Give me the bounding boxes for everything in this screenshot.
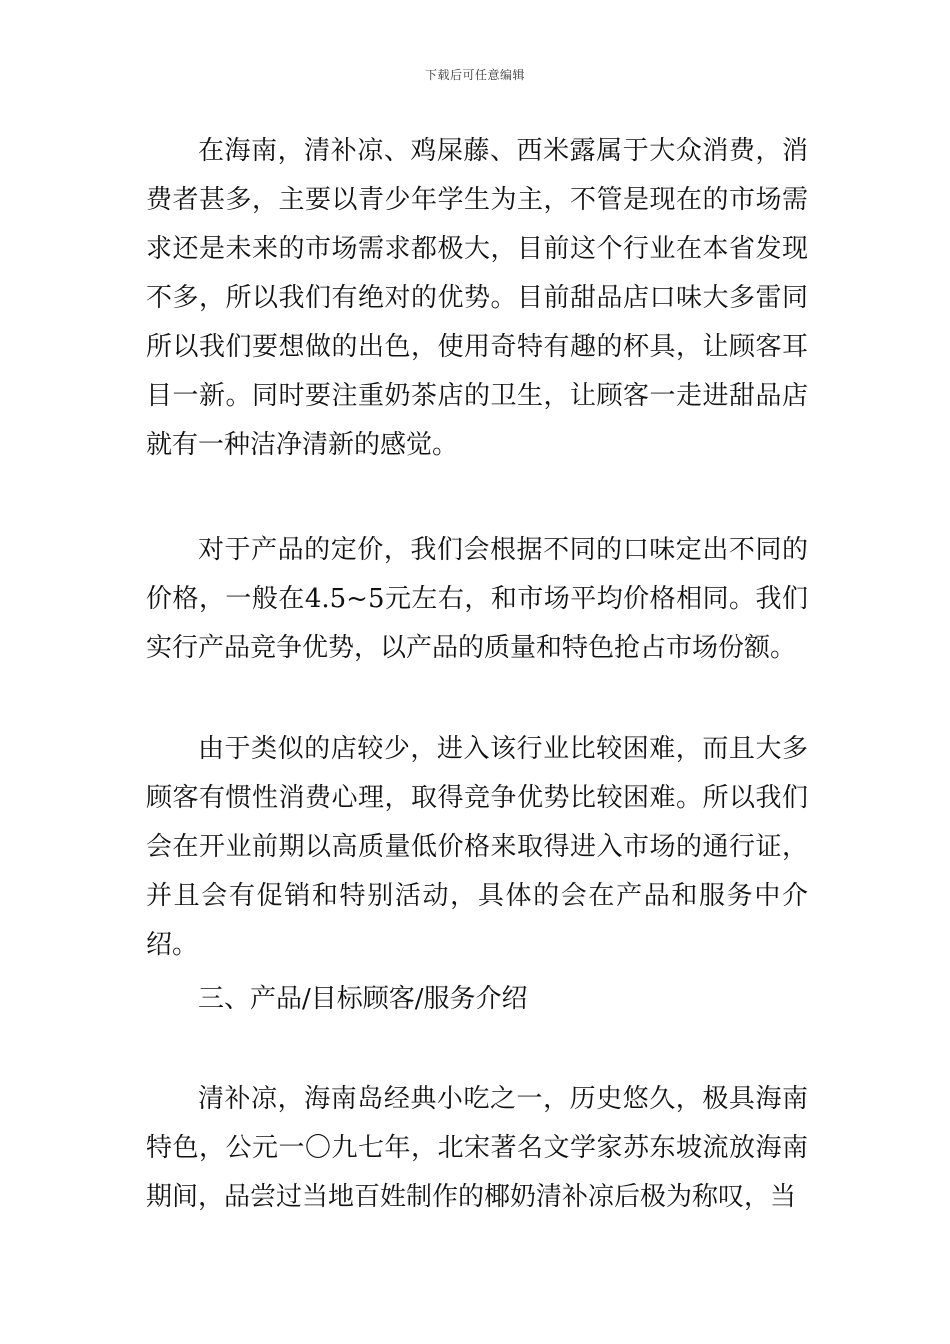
section-heading: 三、产品/目标顾客/服务介绍 — [198, 984, 528, 1014]
paragraph-market-demand: 在海南，清补凉、鸡屎藤、西米露属于大众消费，消费者甚多，主要以青少年学生为主，不管是现在的市场需求还是未来的市场需求都极大，目前这个行业在本省发现不多，所以我们有绝对的优势。目前甜品店口味大多雷同所以我们要想做的出色，使用奇特有趣的杯具，让顾客耳目一新。同时要注重奶茶店的卫生，让顾客一走进甜品店就有一种洁净清新的感觉。 — [146, 136, 808, 460]
page-header: 下载后可任意编辑 — [424, 68, 525, 82]
paragraph-product-intro: 清补凉，海南岛经典小吃之一，历史悠久，极具海南特色，公元一〇九七年，北宋著名文学家苏东坡流放海南期间，品尝过当地百姓制作的椰奶清补凉后极为称叹，当 — [146, 1084, 808, 1212]
paragraph-pricing: 对于产品的定价，我们会根据不同的口味定出不同的价格，一般在4.5~5元左右，和市场平均价格相同。我们实行产品竞争优势，以产品的质量和特色抢占市场份额。 — [146, 535, 808, 663]
paragraph-competition: 由于类似的店较少，进入该行业比较困难，而且大多顾客有惯性消费心理，取得竞争优势比较困难。所以我们会在开业前期以高质量低价格来取得进入市场的通行证，并且会有促销和特别活动，具体的会在产品和服务中介绍。 — [146, 734, 808, 960]
